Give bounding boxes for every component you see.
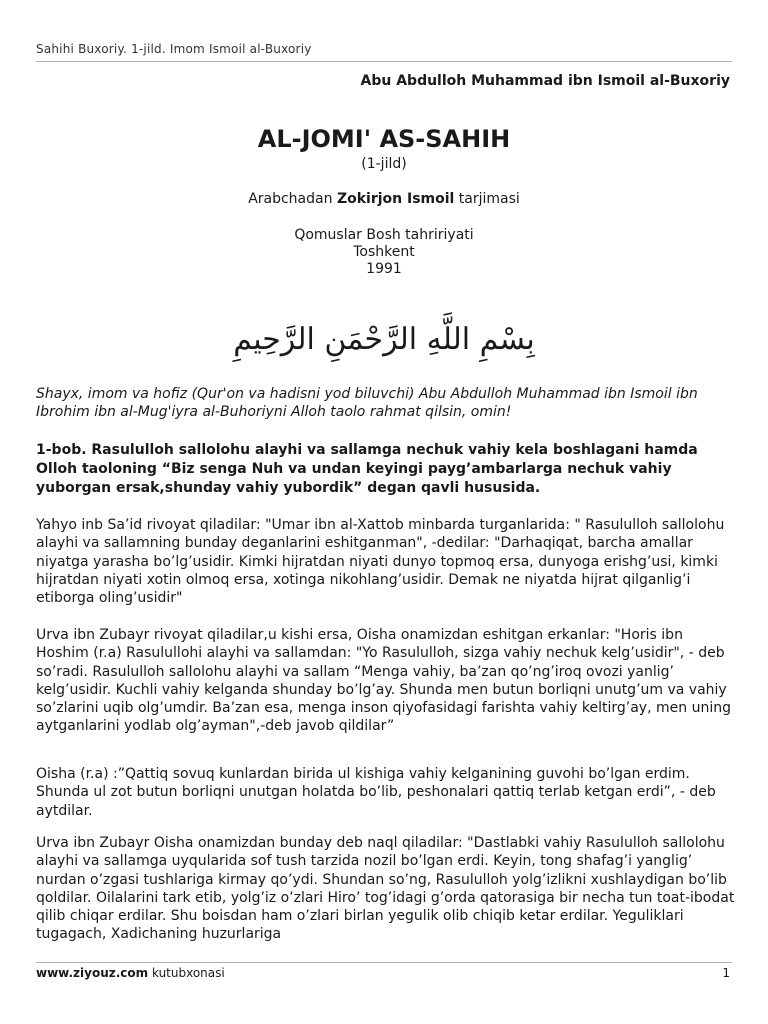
imprint-city: Toshkent [353,244,415,260]
footer-site-suffix: kutubxonasi [148,966,225,980]
page-number: 1 [722,966,730,980]
intro-paragraph: Shayx, imom va hofiz (Qur'on va hadisni yod biluvchi) Abu Abdulloh Muhammad ibn Ismoil ibn Ibrohim ibn al-Mug'iyra al-Buhoriyni Alloh taolo rahmat qilsin, omin! [36,386,698,420]
header-divider [36,61,732,62]
chapter-heading: 1-bob. Rasululloh sallolohu alayhi va sallamga nechuk vahiy kela boshlagani hamda Olloh taoloning “Biz senga Nuh va undan keyingi payg’ambarlarga nechuk vahiy yuborgan ersak,shunday vahiy yubordik” degan qavli hususida. [36,442,698,496]
footer-site-link[interactable]: www.ziyouz.com [36,966,149,980]
translator-name: Zokirjon Ismoil [336,191,455,207]
imprint-year: 1991 [366,261,402,277]
footer-source [36,966,225,980]
volume-label: (1-jild) [361,156,407,172]
imprint [0,227,768,278]
body-paragraph: Yahyo inb Sa’id rivoyat qiladilar: "Umar ibn al-Xattob minbarda turganlarida: " Rasululloh sallolohu alayhi va sallamning bunday deganlarini eshitganman", -dedilar: "Darhaqiqat, barcha amallar niyatga yarasha bo’lg’usidir. Kimki hijratdan niyati dunyo topmoq ersa, dunyoga erishg’usi, kimki hijratdan niyati xotin olmoq ersa, xotinga nikohlang’usidir. Demak ne niyatda hijrat qilganlig’i etiborga oling’usidir" [36,517,725,607]
running-header: Sahihi Buxoriy. 1-jild. Imom Ismoil al-Buxoriy [36,42,312,56]
footer-divider [36,962,732,963]
translator-prefix: Arabchadan [248,191,337,207]
book-title: AL-JOMI' AS-SAHIH [257,125,511,153]
title-block [0,124,768,172]
translator-suffix: tarjimasi [454,191,520,207]
body-paragraph: Urva ibn Zubayr rivoyat qiladilar,u kishi ersa, Oisha onamizdan eshitgan erkanlar: "Horis ibn Hoshim (r.a) Rasulullohi alayhi va sallamdan: "Yo Rasululloh, sizga vahiy nechuk kelg’usidir", - deb so’radi. Rasululloh sallolohu alayhi va sallam “Menga vahiy, ba’zan qo’ng’iroq ovozi yanlig’ kelg’usidir. Kuchli vahiy kelganda shunday bo’lg’ay. Shunda men butun borliqni unutg’um va vahiy so’zlarini uqib olg’umdir. Ba’zan esa, menga inson qiyofasidagi farishta vahiy keltirg’ay, men uning aytganlarini yodlab olg’ayman",-deb javob qildilar” [36,627,731,735]
author-line: Abu Abdulloh Muhammad ibn Ismoil al-Buxoriy [360,73,730,89]
translator-line [0,191,768,207]
body-paragraph: Oisha (r.a) :”Qattiq sovuq kunlardan birida ul kishiga vahiy kelganining guvohi bo’lgan erdim. Shunda ul zot butun borliqni unutgan holatda bo’lib, peshonalari qattiq terlab ketgan erdi”, - deb aytdilar. [36,766,716,819]
body-paragraph: Urva ibn Zubayr Oisha onamizdan bunday deb naql qiladilar: "Dastlabki vahiy Rasululloh sallolohu alayhi va sallamga uyqularida sof tush tarzida nozil bo’lgan erdi. Keyin, tong shafag’i yanglig’ nurdan o’zgasi tushlariga kirmay qo’ydi. Shundan so’ng, Rasululloh yolg’izlikni xushlaydigan bo’lib qoldilar. Oilalarini tark etib, yolg’iz o’zlari Hiro’ tog’idagi g’orda qatorasiga bir necha tun toat-ibodat qilib chiqar erdilar. Shu boisdan ham o’zlari birlan yegulik olib chiqib ketar erdilar. Yeguliklari tugagach, Xadichaning huzurlariga [36,835,735,943]
imprint-publisher: Qomuslar Bosh tahririyati [294,227,474,243]
basmala-calligraphy: بِسْمِ اللَّهِ الرَّحْمَنِ الرَّحِيمِ [233,322,535,357]
